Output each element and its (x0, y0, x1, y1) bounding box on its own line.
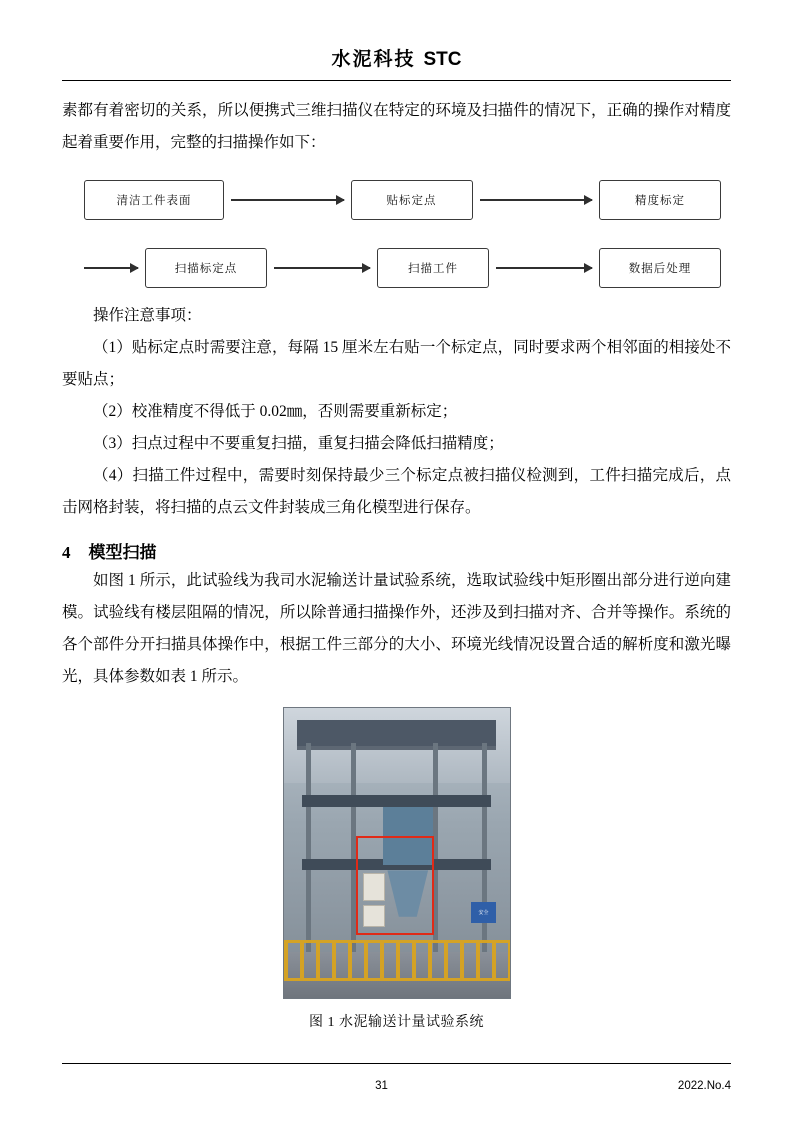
flowchart-row-2 (84, 245, 721, 291)
section-title: 模型扫描 (88, 543, 157, 562)
scan-process-flowchart (62, 177, 731, 291)
flow-arrow-3 (84, 267, 138, 269)
flow-arrow-2 (480, 199, 593, 201)
header-divider (62, 80, 731, 81)
flow-step-attach-markers: 贴标定点 (351, 180, 473, 220)
section-4-paragraph: 如图 1 所示，此试验线为我司水泥输送计量试验系统，选取试验线中矩形圈出部分进行逆向建模。试验线有楼层阻隔的情况，所以除普通扫描操作外，还涉及到扫描对齐、合并等操作。系统的各个部件分开扫描具体操作中，根据工件三部分的大小、环境光线情况设置合适的解析度和激光曝光，具体参数如表 1 所示。 (62, 572, 731, 685)
page-header (62, 0, 731, 71)
flow-arrow-5 (496, 267, 592, 269)
note-item-4: （4）扫描工件过程中，需要时刻保持最少三个标定点被扫描仪检测到，工件扫描完成后，点击网格封装，将扫描的点云文件封装成三角化模型进行保存。 (62, 467, 731, 516)
flow-arrow-1 (231, 199, 344, 201)
flowchart-row-1 (84, 177, 721, 223)
issue-label: 2022.No.4 (677, 1080, 731, 1092)
figure-1-photo (283, 707, 511, 999)
page-footer (62, 1080, 731, 1092)
note-item-3: （3）扫点过程中不要重复扫描，重复扫描会降低扫描精度； (93, 435, 504, 452)
photo-deck-upper (302, 795, 492, 807)
photo-sign: 安全 (471, 902, 496, 922)
photo-roof (297, 720, 496, 746)
flow-step-post-processing: 数据后处理 (599, 248, 721, 288)
flow-step-scan-workpiece: 扫描工件 (377, 248, 489, 288)
paragraph-continuation: 素都有着密切的关系，所以便携式三维扫描仪在特定的环境及扫描件的情况下，正确的操作对精度起着重要作用，完整的扫描操作如下： (62, 102, 731, 151)
section-heading-4 (62, 538, 731, 563)
page-content (62, 0, 731, 1122)
flow-step-scan-markers: 扫描标定点 (145, 248, 267, 288)
journal-title-cn: 水泥科技 (331, 49, 416, 70)
flow-arrow-4 (274, 267, 370, 269)
note-item-1: （1）贴标定点时需要注意，每隔 15 厘米左右贴一个标定点，同时要求两个相邻面的相接处不要贴点； (62, 339, 731, 388)
page-number: 31 (375, 1080, 388, 1092)
footer-divider (62, 1063, 731, 1064)
flow-step-clean-surface: 清洁工件表面 (84, 180, 224, 220)
figure-1-caption: 图 1 水泥输送计量试验系统 (309, 1015, 484, 1030)
photo-safety-railing (284, 940, 510, 981)
notes-title: 操作注意事项： (93, 307, 202, 324)
flow-step-accuracy-calibration: 精度标定 (599, 180, 721, 220)
photo-red-highlight-box (356, 836, 435, 936)
journal-title-abbr: STC (423, 49, 462, 70)
section-number: 4 (62, 543, 71, 562)
note-item-2: （2）校准精度不得低于 0.02㎜，否则需要重新标定； (93, 403, 458, 420)
photo-column-left (306, 743, 311, 952)
figure-1 (62, 707, 731, 1031)
